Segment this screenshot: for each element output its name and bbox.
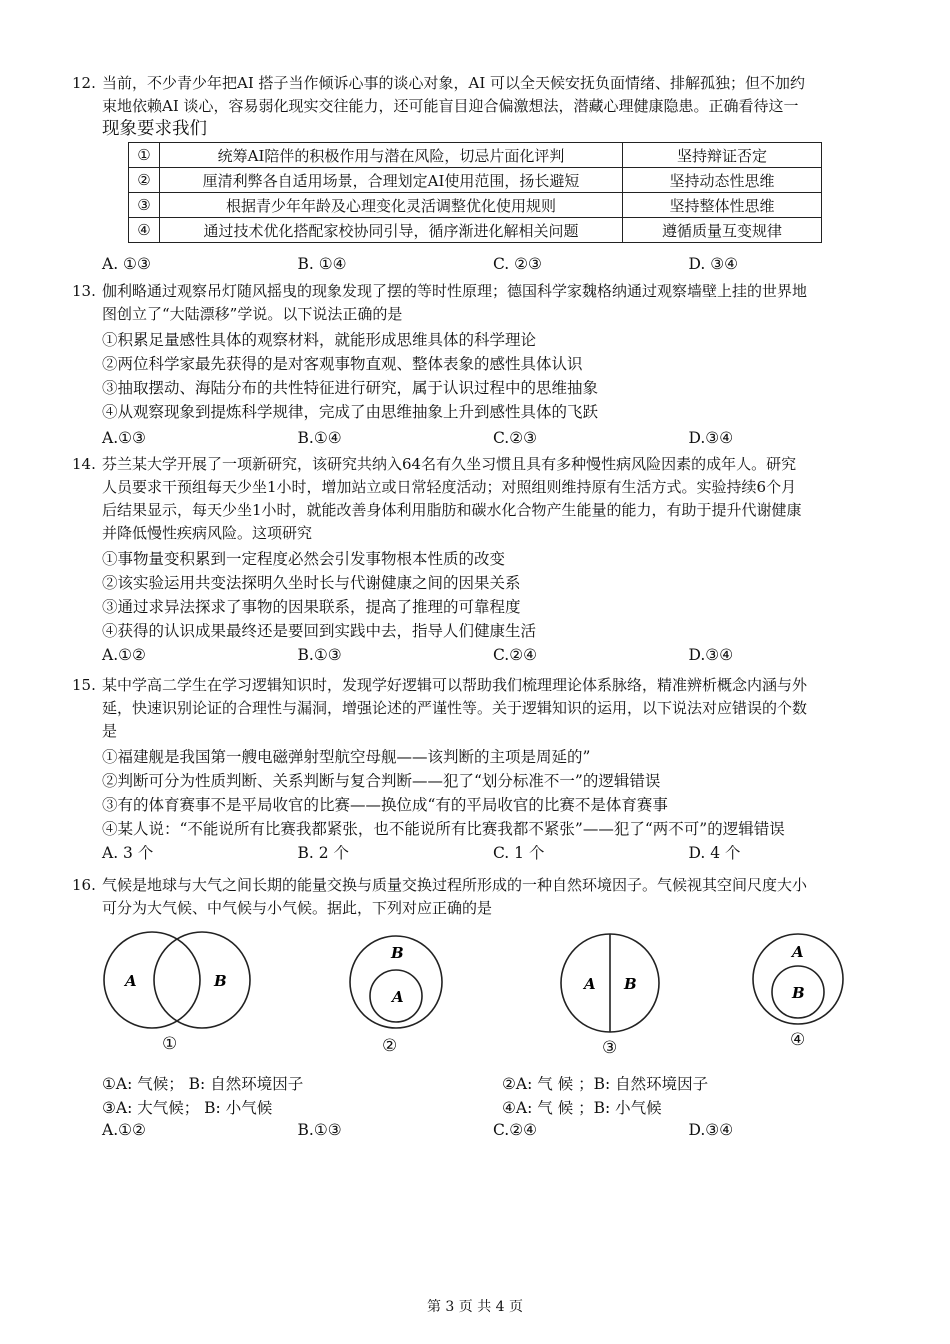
answer-options [102, 841, 884, 865]
question-16 [72, 874, 884, 920]
answer-options [102, 426, 884, 450]
table-row: ① 统筹AI陪伴的积极作用与潜在风险，切忌片面化评判 坚持辩证否定 [129, 143, 822, 168]
option-b[interactable]: B.①③ [297, 1121, 342, 1139]
question-text: 当前，不少青少年把AI 搭子当作倾诉心事的谈心对象，AI 可以全天候安抚负面情绪、排解孤独；但不加约 [102, 74, 806, 92]
statement: ③通过求异法探求了事物的因果联系，提高了推理的可靠程度 [102, 598, 521, 616]
split-circle-diagram [558, 932, 668, 1036]
question-text: 某中学高二学生在学习逻辑知识时，发现学好逻辑可以帮助我们梳理理论体系脉络，精准辨析概念内涵与外 [102, 676, 808, 694]
question-text: 伽利略通过观察吊灯随风摇曳的现象发现了摆的等时性原理；德国科学家魏格纳通过观察墙壁上挂的世界地 [102, 282, 808, 300]
diagram-label: ① [162, 1034, 178, 1054]
venn-diagram-1 [100, 928, 260, 1042]
intersecting-circles-diagram [100, 928, 260, 1038]
option-a[interactable]: A.①② [102, 646, 146, 664]
option-a[interactable]: A. 3 个 [102, 844, 154, 862]
question-text: 并降低慢性疾病风险。这项研究 [102, 524, 313, 542]
circle-label-a: A [584, 975, 596, 993]
answer-options [102, 643, 884, 667]
question-number: 15. [72, 676, 96, 694]
question-text: 束地依赖AI 谈心，容易弱化现实交往能力，还可能盲目迎合偏激想法，潜藏心理健康隐患。正确看待这一 [102, 97, 799, 115]
question-text: 图创立了“大陆漂移”学说。以下说法正确的是 [102, 305, 403, 323]
answer-options [72, 1118, 884, 1142]
option-c[interactable]: C.②③ [493, 429, 538, 447]
containment-diagram [348, 934, 448, 1034]
table-row: ③ 根据青少年年龄及心理变化灵活调整优化使用规则 坚持整体性思维 [129, 193, 822, 218]
statement: ④某人说：“不能说所有比赛我都紧张，也不能说所有比赛我都不紧张”——犯了“两不可”的逻辑错误 [102, 820, 785, 838]
question-12 [72, 72, 884, 141]
question-text: 芬兰某大学开展了一项新研究，该研究共纳入64名有久坐习惯且具有多种慢性病风险因素的成年人。研究 [102, 455, 797, 473]
option-d[interactable]: D. 4 个 [688, 844, 741, 862]
venn-diagram-3 [558, 932, 668, 1040]
statement: ②A: 气 候 ；B: 自然环境因子 [502, 1075, 709, 1093]
option-d[interactable]: D.③④ [688, 429, 734, 447]
circle-label-a: A [392, 988, 404, 1006]
question-text: 现象要求我们 [102, 119, 207, 139]
statement: ③有的体育赛事不是平局收官的比赛——换位成“有的平局收官的比赛不是体育赛事 [102, 796, 668, 814]
question-number: 14. [72, 455, 96, 473]
statement: ②两位科学家最先获得的是对客观事物直观、整体表象的感性具体认识 [102, 355, 583, 373]
option-a[interactable]: A. ①③ [102, 255, 151, 273]
statement: ③A: 大气候； B: 小气候 [102, 1099, 273, 1117]
question-number: 13. [72, 282, 96, 300]
circle-label-b: B [624, 975, 637, 993]
option-b[interactable]: B.①③ [297, 646, 342, 664]
question-text: 是 [102, 722, 118, 740]
question-13 [72, 280, 884, 450]
option-d[interactable]: D.③④ [688, 1121, 734, 1139]
table-row: ② 厘清利弊各自适用场景，合理划定AI使用范围，扬长避短 坚持动态性思维 [129, 168, 822, 193]
venn-diagram-4 [750, 932, 850, 1036]
statement: ①积累足量感性具体的观察材料，就能形成思维具体的科学理论 [102, 331, 537, 349]
answer-options [72, 252, 884, 276]
question-text: 可分为大气候、中气候与小气候。据此，下列对应正确的是 [102, 899, 493, 917]
option-b[interactable]: B. ①④ [297, 255, 347, 273]
option-a[interactable]: A.①② [102, 1121, 146, 1139]
option-a[interactable]: A.①③ [102, 429, 146, 447]
statement-table [128, 142, 822, 243]
question-text: 延，快速识别论证的合理性与漏洞，增强论述的严谨性等。关于逻辑知识的运用，以下说法对应错误的个数 [102, 699, 808, 717]
option-d[interactable]: D. ③④ [688, 255, 739, 273]
circle-label-a: A [792, 943, 804, 961]
containment-diagram [750, 932, 850, 1032]
question-text: 气候是地球与大气之间长期的能量交换与质量交换过程所形成的一种自然环境因子。气候视其空间尺度大小 [102, 876, 808, 894]
statement: ①A: 气候； B: 自然环境因子 [102, 1075, 304, 1093]
diagram-label: ④ [790, 1030, 806, 1050]
statement: ①福建舰是我国第一艘电磁弹射型航空母舰——该判断的主项是周延的” [102, 748, 591, 766]
circle-label-b: B [391, 944, 404, 962]
statement: ④获得的认识成果最终还是要回到实践中去，指导人们健康生活 [102, 622, 537, 640]
option-b[interactable]: B. 2 个 [297, 844, 350, 862]
statement: ③抽取摆动、海陆分布的共性特征进行研究，属于认识过程中的思维抽象 [102, 379, 599, 397]
question-15 [72, 674, 884, 865]
option-b[interactable]: B.①④ [297, 429, 342, 447]
circle-label-a: A [125, 972, 137, 990]
circle-label-b: B [214, 972, 227, 990]
diagram-label: ③ [602, 1038, 618, 1058]
question-text: 后结果显示，每天少坐1小时，就能改善身体利用脂肪和碳水化合物产生能量的能力，有助于提升代谢健康 [102, 501, 802, 519]
venn-diagram-2 [348, 934, 448, 1038]
diagram-label: ② [382, 1036, 398, 1056]
circle-label-b: B [792, 984, 805, 1002]
option-c[interactable]: C.②④ [493, 1121, 538, 1139]
statement: ①事物量变积累到一定程度必然会引发事物根本性质的改变 [102, 550, 506, 568]
question-number: 12. [72, 74, 96, 92]
question-text: 人员要求干预组每天少坐1小时，增加站立或日常轻度活动；对照组则维持原有生活方式。实验持续6个月 [102, 478, 797, 496]
option-d[interactable]: D.③④ [688, 646, 734, 664]
page-footer: 第 3 页 共 4 页 [426, 1299, 524, 1315]
question-number: 16. [72, 876, 96, 894]
statement: ②判断可分为性质判断、关系判断与复合判断——犯了“划分标准不一”的逻辑错误 [102, 772, 661, 790]
question-14 [72, 453, 884, 667]
option-c[interactable]: C. 1 个 [493, 844, 545, 862]
table-row: ④ 通过技术优化搭配家校协同引导，循序渐进化解相关问题 遵循质量互变规律 [129, 218, 822, 243]
statement: ④从观察现象到提炼科学规律，完成了由思维抽象上升到感性具体的飞跃 [102, 403, 599, 421]
option-c[interactable]: C. ②③ [493, 255, 542, 273]
option-c[interactable]: C.②④ [493, 646, 538, 664]
statement: ②该实验运用共变法探明久坐时长与代谢健康之间的因果关系 [102, 574, 521, 592]
statement: ④A: 气 候 ；B: 小气候 [502, 1099, 662, 1117]
